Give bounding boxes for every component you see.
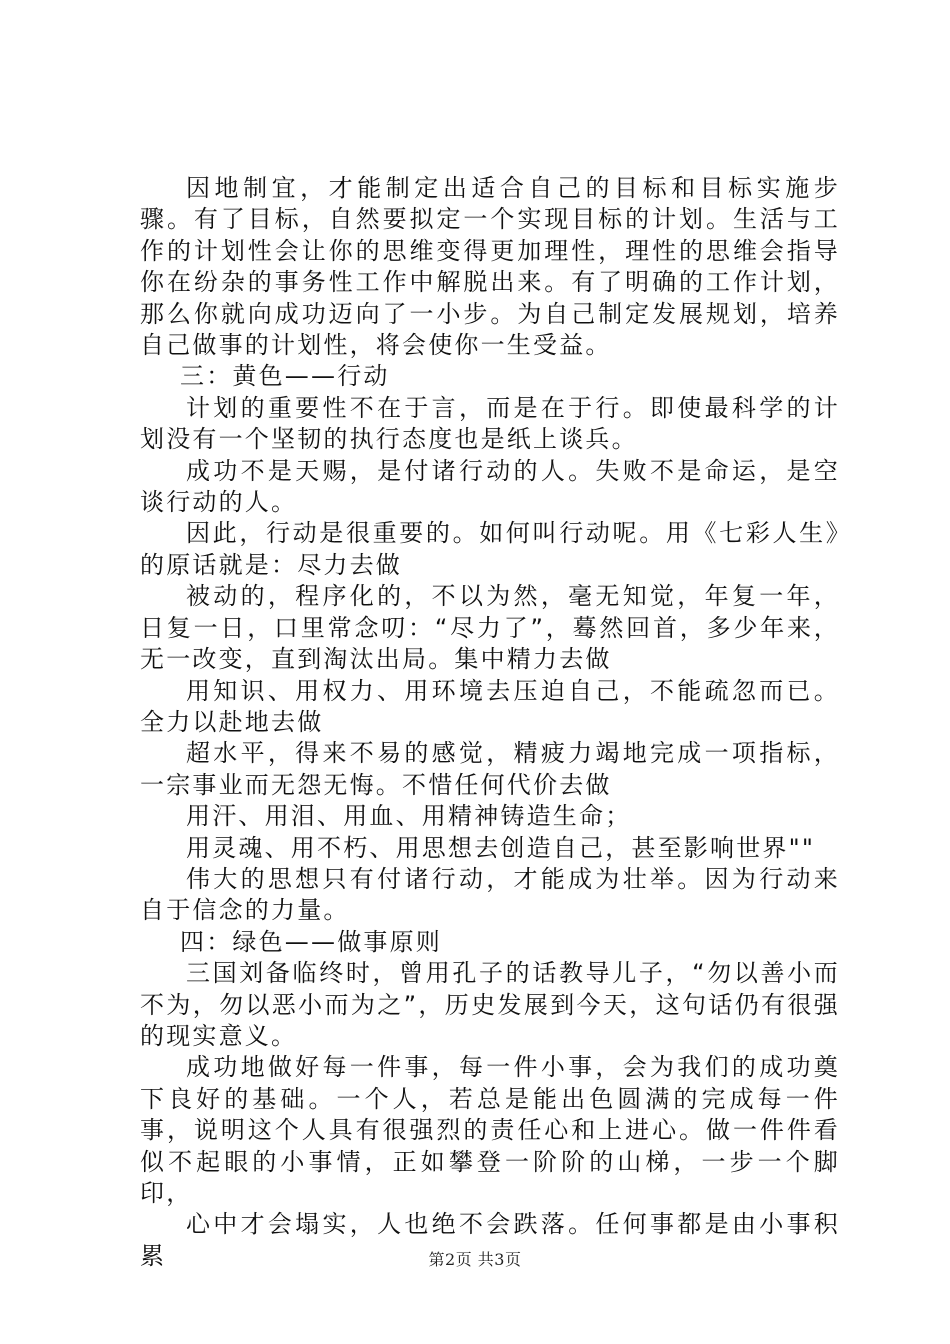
body-text — [140, 173, 840, 1272]
section-heading: 四：绿色——做事原则 — [180, 927, 442, 956]
paragraph: 因此，行动是很重要的。如何叫行动呢。用《七彩人生》的原话就是：尽力去做 — [140, 519, 840, 579]
paragraph: 用灵魂、用不朽、用思想去创造自己，甚至影响世界"" — [186, 833, 816, 862]
paragraph: 被动的，程序化的，不以为然，毫无知觉，年复一年，日复一日，口里常念叨：“尽力了”，蓦然回首，多少年来，无一改变，直到淘汰出局。集中精力去做 — [140, 582, 840, 674]
paragraph: 心中才会塌实，人也绝不会跌落。任何事都是由小事积累 — [140, 1210, 840, 1270]
paragraph: 三国刘备临终时，曾用孔子的话教导儿子，“勿以善小而不为，勿以恶小而为之”，历史发展到今天，这句话仍有很强的现实意义。 — [140, 959, 840, 1050]
page-footer — [0, 1247, 950, 1270]
paragraph: 成功地做好每一件事，每一件小事，会为我们的成功奠下良好的基础。一个人，若总是能出色圆满的完成每一件事，说明这个人具有很强烈的责任心和上进心。做一件件看似不起眼的小事情，正如攀登一阶阶的山梯，一步一个脚印， — [140, 1053, 840, 1207]
paragraph: 因地制宜，才能制定出适合自己的目标和目标实施步骤。有了目标，自然要拟定一个实现目标的计划。生活与工作的计划性会让你的思维变得更加理性，理性的思维会指导你在纷杂的事务性工作中解脱出来。有了明确的工作计划，那么你就向成功迈向了一小步。为自己制定发展规划，培养自己做事的计划性，将会使你一生受益。 — [140, 174, 840, 360]
paragraph: 成功不是天赐，是付诸行动的人。失败不是命运，是空谈行动的人。 — [140, 456, 840, 517]
page-number-label: 第2页 共3页 — [428, 1250, 522, 1269]
paragraph: 用汗、用泪、用血、用精神铸造生命； — [186, 802, 632, 831]
paragraph: 伟大的思想只有付诸行动，才能成为壮举。因为行动来自于信念的力量。 — [140, 864, 840, 925]
paragraph: 用知识、用权力、用环境去压迫自己，不能疏忽而已。全力以赴地去做 — [140, 676, 840, 736]
paragraph: 超水平，得来不易的感觉，精疲力竭地完成一项指标，一宗事业而无怨无悔。不惜任何代价去做 — [140, 739, 840, 799]
paragraph: 计划的重要性不在于言，而是在于行。即使最科学的计划没有一个坚韧的执行态度也是纸上谈兵。 — [140, 393, 840, 454]
section-heading: 三：黄色——行动 — [180, 362, 390, 391]
